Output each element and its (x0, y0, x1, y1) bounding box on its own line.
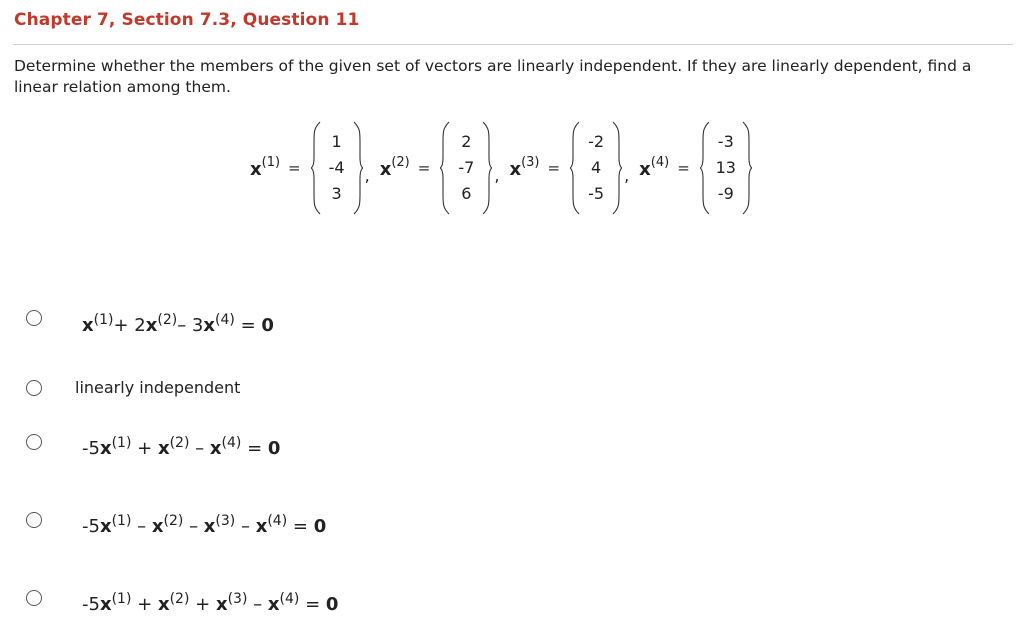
vector-label (509, 154, 540, 180)
left-paren-icon (570, 120, 580, 216)
question-text: Determine whether the members of the given set of vectors are linearly independent. If they are linearly dependent, find a linear relation among them. (14, 57, 972, 96)
equation-term: + (131, 594, 158, 615)
vector-symbol: x (82, 315, 94, 336)
vector-entry: -9 (717, 184, 734, 203)
option-label (82, 591, 338, 615)
vector-entry: -3 (717, 132, 734, 151)
vector-index: (3) (521, 154, 540, 170)
vector-symbol: x (99, 438, 112, 459)
equation-term: – 3 (177, 315, 204, 336)
column-vector (440, 120, 492, 216)
vector-symbol: x (639, 158, 651, 180)
vector-index: (1) (261, 154, 281, 170)
vector-symbol: x (250, 158, 262, 180)
zero-vector: 0 (313, 516, 327, 537)
vector-symbol: x (509, 158, 522, 180)
vector-index: (4) (215, 312, 235, 328)
radio-button[interactable] (26, 512, 42, 528)
vector-symbol: x (151, 516, 164, 537)
left-paren-icon (311, 120, 321, 216)
option-label: linearly independent (75, 378, 241, 397)
zero-vector: 0 (261, 315, 274, 336)
vector-entry: -4 (328, 158, 345, 177)
equation-term: = (241, 438, 268, 459)
radio-button[interactable] (26, 380, 42, 396)
zero-vector: 0 (267, 438, 281, 459)
equation-term: – (235, 516, 256, 537)
equation-term: – (247, 594, 268, 615)
vector-entry: -5 (588, 184, 605, 203)
answer-option-2[interactable] (26, 378, 240, 397)
vector-index: (1) (111, 591, 132, 607)
zero-vector: 0 (325, 594, 339, 615)
vector-label (639, 154, 670, 180)
vector-entry: 2 (461, 132, 472, 151)
option-label (82, 435, 280, 459)
right-paren-icon (353, 120, 363, 216)
vector-index: (3) (227, 591, 248, 607)
vector-x3 (509, 120, 639, 216)
equation-term: – (183, 516, 204, 537)
vector-entry: 3 (331, 184, 342, 203)
vector-entry: -2 (588, 132, 605, 151)
vector-index: (2) (391, 154, 410, 170)
vector-index: (4) (221, 435, 242, 451)
equation-term: -5 (82, 594, 100, 615)
vector-index: (2) (163, 513, 184, 529)
answer-option-5[interactable] (26, 581, 338, 615)
vector-label (250, 154, 281, 180)
equation-term: – (189, 438, 210, 459)
vector-x1 (250, 120, 380, 216)
vector-separator: , (624, 165, 630, 185)
answer-option-3[interactable] (26, 425, 280, 459)
vector-entry: 6 (461, 184, 472, 203)
vector-symbol: x (157, 438, 170, 459)
equation-term: -5 (82, 516, 100, 537)
answer-option-1[interactable] (26, 300, 274, 336)
answer-option-4[interactable] (26, 503, 326, 537)
radio-button[interactable] (26, 590, 42, 606)
equation-term: + (189, 594, 216, 615)
question-title: Chapter 7, Section 7.3, Question 11 (14, 10, 360, 30)
vector-entry: 13 (715, 158, 736, 177)
option-label (82, 513, 326, 537)
vector-symbol: x (99, 516, 112, 537)
vector-index: (4) (279, 591, 300, 607)
equation-term: + (131, 438, 158, 459)
vector-separator: , (364, 165, 370, 185)
vector-entry: -7 (458, 158, 475, 177)
vector-x4 (639, 120, 752, 216)
vector-index: (4) (650, 154, 670, 170)
radio-button[interactable] (26, 310, 42, 326)
equals-sign: = (417, 159, 431, 177)
vector-x2 (380, 120, 510, 216)
vector-index: (1) (111, 513, 132, 529)
vector-entry: 4 (590, 158, 602, 177)
title-divider (13, 44, 1013, 45)
option-label (82, 312, 274, 336)
vector-symbol: x (203, 516, 216, 537)
column-vector (570, 120, 622, 216)
vector-symbol: x (215, 594, 228, 615)
left-paren-icon (440, 120, 450, 216)
vector-entry: 1 (331, 132, 342, 151)
vector-symbol: x (209, 438, 222, 459)
vector-symbol: x (379, 158, 392, 180)
vector-entries (710, 129, 742, 207)
vector-index: (2) (157, 312, 178, 328)
vector-index: (4) (267, 513, 288, 529)
equation-term: = (299, 594, 326, 615)
right-paren-icon (742, 120, 752, 216)
equation-term: -5 (82, 438, 100, 459)
equation-term: – (131, 516, 152, 537)
equation-term: = (234, 315, 262, 336)
column-vector (700, 120, 752, 216)
equals-sign: = (547, 159, 561, 177)
vector-symbol: x (145, 315, 158, 336)
left-paren-icon (700, 120, 710, 216)
vector-label (379, 154, 410, 180)
vector-symbol: x (99, 594, 112, 615)
vector-index: (2) (169, 435, 190, 451)
vector-entries (321, 129, 353, 207)
vector-index: (3) (215, 513, 236, 529)
vector-entries (450, 129, 482, 207)
vector-separator: , (494, 165, 500, 185)
right-paren-icon (612, 120, 622, 216)
right-paren-icon (482, 120, 492, 216)
vector-symbol: x (203, 315, 216, 336)
vector-entries (580, 129, 612, 207)
equation-term: + 2 (113, 315, 146, 336)
vector-set (250, 118, 752, 218)
column-vector (311, 120, 363, 216)
equals-sign: = (288, 159, 301, 177)
vector-index: (1) (111, 435, 132, 451)
vector-index: (2) (169, 591, 190, 607)
vector-symbol: x (267, 594, 280, 615)
equation-term: = (287, 516, 314, 537)
vector-index: (1) (93, 312, 114, 328)
vector-symbol: x (157, 594, 170, 615)
radio-button[interactable] (26, 434, 42, 450)
vector-symbol: x (255, 516, 268, 537)
equals-sign: = (677, 159, 690, 177)
